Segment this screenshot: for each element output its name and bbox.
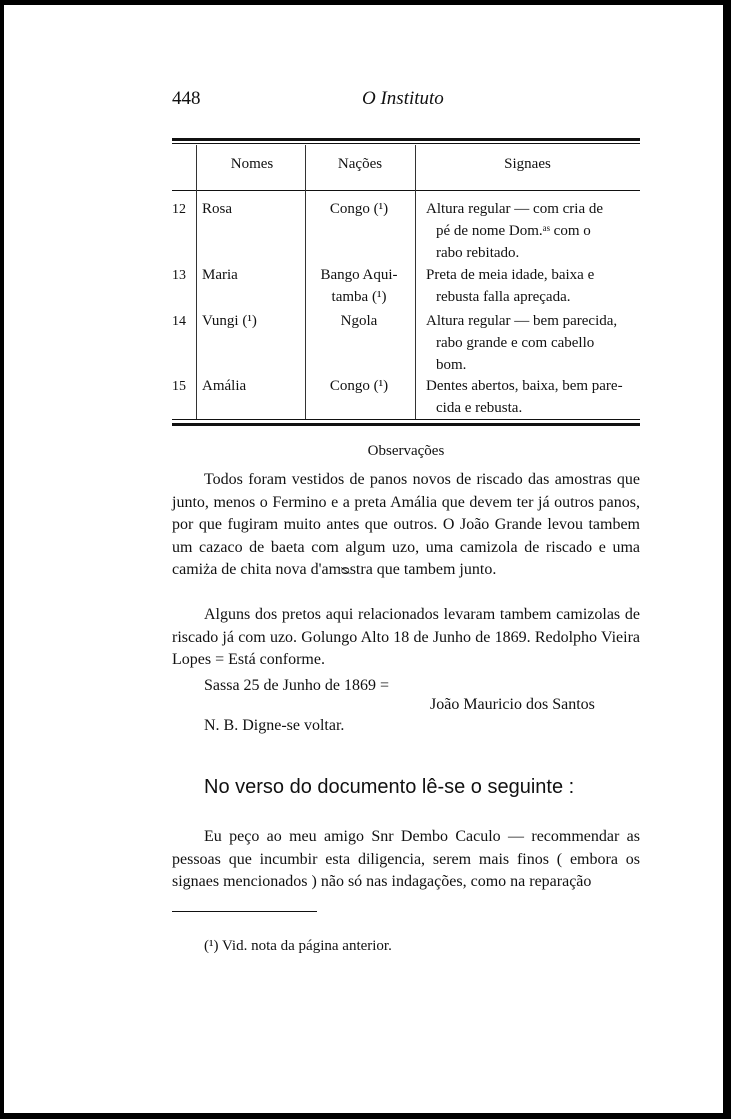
row-name: Amália (202, 378, 247, 394)
row-name: Rosa (202, 201, 232, 217)
signs-line: Altura regular — bem parecida, (426, 313, 618, 329)
signs-line: pé de nome Dom.ᵃˢ com o (436, 223, 591, 239)
nation-line: tamba (¹) (331, 289, 387, 305)
verso-paragraph: Eu peço ao meu amigo Snr Dembo Caculo — recommendar as pessoas que incumbir esta diligencia, serem mais finos ( embora os signaes mencionados ) não só nas indagações, como na reparação (172, 828, 640, 890)
row-signs (426, 198, 640, 264)
page-header (172, 88, 640, 118)
table-bottom-rule (172, 423, 640, 426)
column-divider (196, 145, 197, 419)
observations-title: Observações (367, 443, 445, 459)
row-name: Vungi (¹) (202, 313, 257, 329)
observations-paragraph-2: Alguns dos pretos aqui relacionados levaram tambem camizolas de riscado já com uzo. Golungo Alto 18 de Junho de 1869. Redolpho Vieira Lopes = Está conforme. (172, 606, 640, 668)
observations-paragraph-1: Todos foram vestidos de panos novos de riscado das amostras que junto, menos o Fermino e a preta Amália que devem ter já outros panos, por que fugiram muito antes que outros. O João Grande levou tambem um cazaco de baeta com algum uzo, uma camizola de riscado e uma camiża de chita nova d'amᴓstra que tambem junto. (172, 471, 640, 578)
date-line: Sassa 25 de Junho de 1869 = (204, 677, 390, 694)
table-header-rule (172, 190, 640, 191)
page-number: 448 (172, 88, 201, 109)
nation-line: Bango Aqui- (320, 267, 398, 283)
table-top-rule (172, 138, 640, 141)
signs-line: rabo rebitado. (436, 245, 520, 261)
table-top-rule-thin (172, 143, 640, 144)
row-signs (426, 310, 640, 376)
footnote: (¹) Vid. nota da página anterior. (204, 938, 392, 954)
row-signs (426, 375, 640, 419)
row-number: 14 (172, 314, 186, 329)
verso-heading: No verso do documento lê-se o seguinte : (204, 776, 575, 798)
register-table (172, 138, 640, 428)
row-nation: Ngola (340, 313, 378, 329)
header-nacoes: Nações (337, 156, 383, 172)
row-signs (426, 264, 640, 308)
column-divider (415, 145, 416, 419)
nb-note: N. B. Digne-se voltar. (204, 717, 345, 734)
signs-line: Preta de meia idade, baixa e (426, 267, 595, 283)
row-nation: Congo (¹) (329, 378, 389, 394)
header-nomes: Nomes (230, 156, 274, 172)
signs-line: Altura regular — com cria de (426, 201, 604, 217)
row-number: 12 (172, 202, 186, 217)
row-nation (305, 264, 413, 308)
signs-line: bom. (436, 357, 467, 373)
footnote-rule (172, 911, 317, 912)
signs-line: Dentes abertos, baixa, bem pare- (426, 378, 623, 394)
row-name: Maria (202, 267, 238, 283)
row-number: 15 (172, 379, 186, 394)
running-title: O Instituto (362, 88, 444, 109)
signs-line: cida e rebusta. (436, 400, 523, 416)
table-bottom-rule-thin (172, 419, 640, 420)
row-nation: Congo (¹) (329, 201, 389, 217)
signs-line: rabo grande e com cabello (436, 335, 595, 351)
signs-line: rebusta falla apreçada. (436, 289, 571, 305)
signature: João Mauricio dos Santos (430, 696, 595, 713)
header-signaes: Signaes (504, 156, 551, 172)
row-number: 13 (172, 268, 186, 283)
